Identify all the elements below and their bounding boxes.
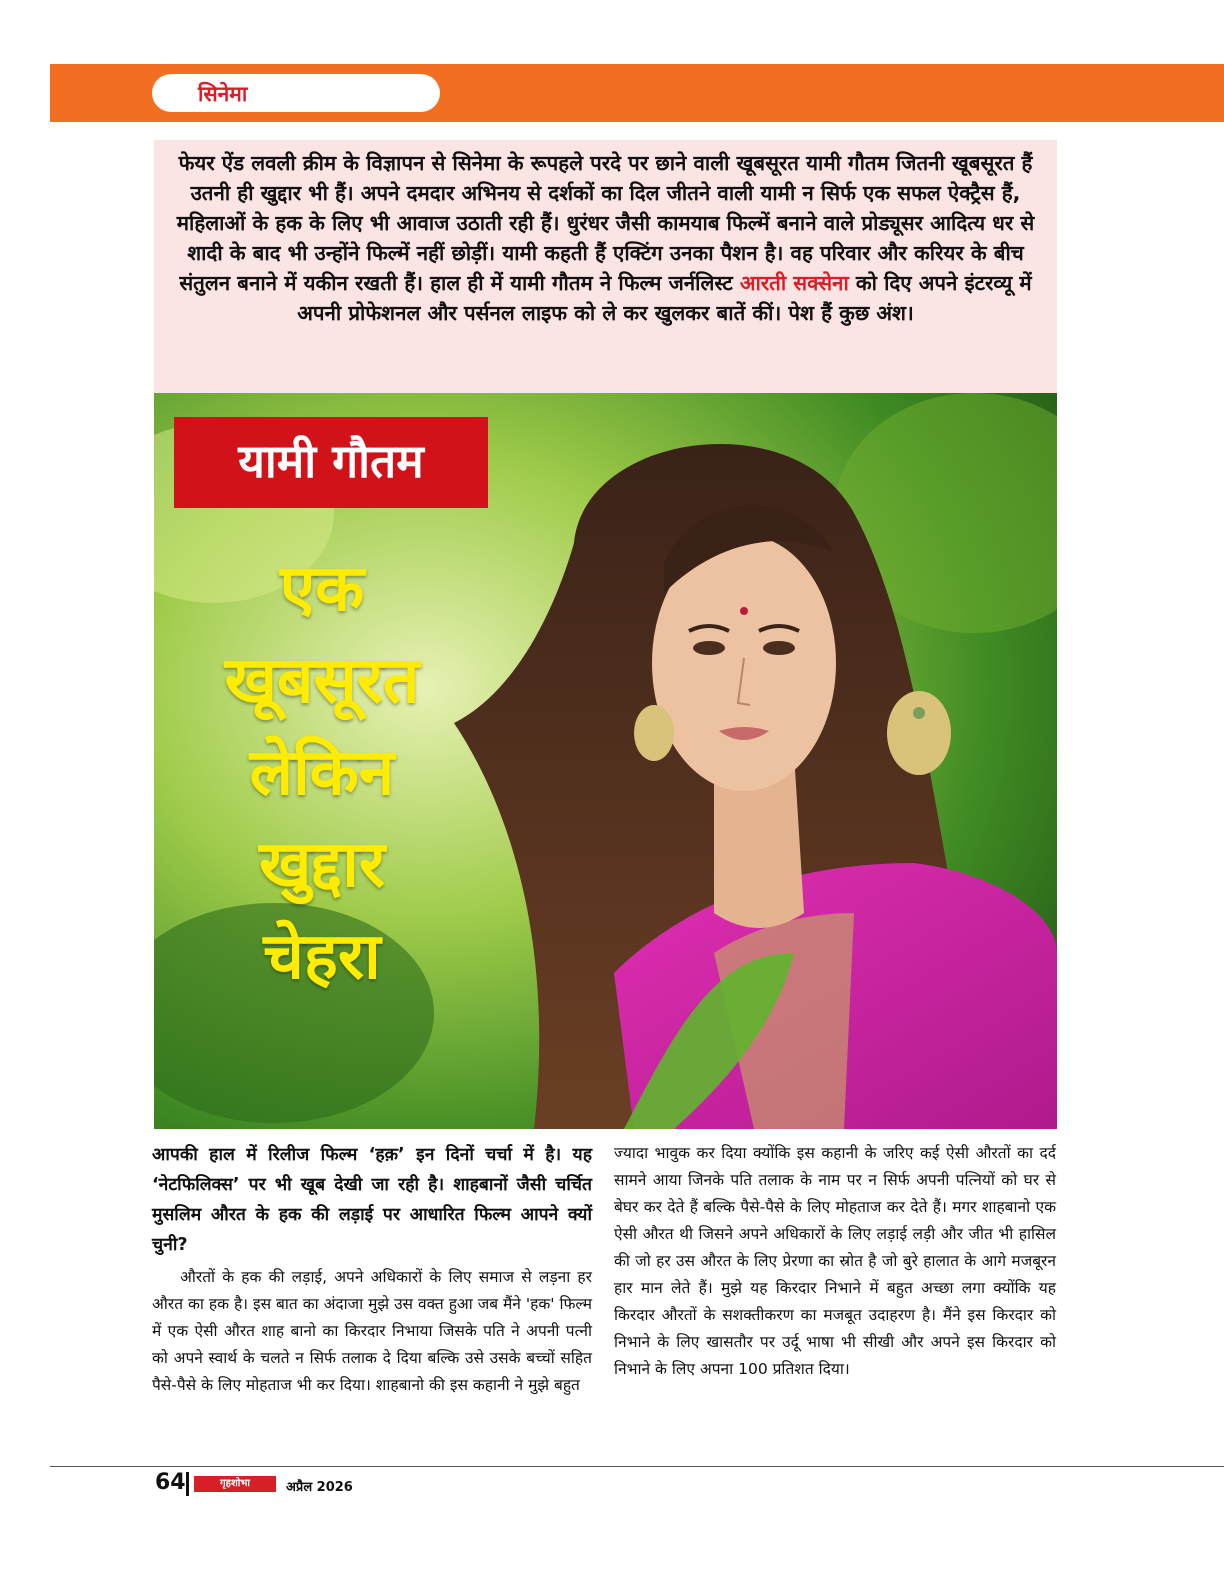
magazine-logo: गृहशोभा: [194, 1476, 276, 1492]
footer-separator: [186, 1472, 189, 1496]
headline-line: लेकिन: [249, 736, 395, 810]
celebrity-name: यामी गौतम: [174, 417, 488, 508]
author-name: आरती सक्सेना: [739, 271, 849, 295]
headline-line: खूबसूरत: [224, 644, 420, 718]
section-tag: [152, 74, 440, 112]
feature-headline: [172, 543, 472, 1003]
article-column-right: [614, 1140, 1056, 1383]
issue-date: अप्रैल 2026: [286, 1480, 353, 1495]
headline-line: एक: [279, 552, 365, 626]
section-label: सिनेमा: [198, 82, 248, 106]
footer-divider: [50, 1466, 1224, 1467]
intro-text-end: को दिए अपने इंटरव्यू में अपनी प्रोफेशनल और पर्सनल लाइफ को ले कर खुलकर बातें कीं। पेश हैं कुछ अंश।: [297, 271, 1032, 325]
article-column-left: [152, 1140, 592, 1399]
intro-box: [154, 140, 1057, 393]
headline-line: खुद्दार: [258, 828, 386, 902]
page-number: 64: [155, 1470, 186, 1495]
interview-question: आपकी हाल में रिलीज फिल्म ‘हक़’ इन दिनों चर्चा में है। यह ‘नेटफिलिक्स’ पर भी खूब देखी जा रही है। शाहबानों जैसी चर्चित मुसलिम औरत के हक की लड़ाई पर आधारित फिल्म आपने क्यों चुनी?: [152, 1145, 593, 1255]
interview-answer-continued: ज्यादा भावुक कर दिया क्योंकि इस कहानी के जरिए कई ऐसी औरतों का दर्द सामने आया जिनके पति तलाक के नाम पर न सिर्फ अपनी पत्नियों को घर से बेघर कर देते हैं बल्कि पैसे-पैसे के लिए मोहताज कर देते हैं। मगर शाहबानो एक ऐसी औरत थी जिसने अपने अधिकारों के लिए लड़ाई लड़ी और जीत भी हासिल की जो हर उस औरत के लिए प्रेरणा का स्रोत है जो बुरे हालात के आगे मजबूरन हार मान लेते हैं। मुझे यह किरदार निभाने में बहुत अच्छा लगा क्योंकि यह किरदार औरतों के सशक्तीकरण का मजबूत उदाहरण है। मैंने इस किरदार को निभाने के लिए खासतौर पर उर्दू भाषा भी सीखी और अपने इस किरदार को निभाने के लिए अपना 100 प्रतिशत दिया।: [614, 1144, 1056, 1378]
headline-line: चेहरा: [263, 920, 381, 994]
feature-photo: [154, 393, 1057, 1129]
interview-answer: औरतों के हक की लड़ाई, अपने अधिकारों के लिए समाज से लड़ना हर औरत का हक है। इस बात का अंदाजा मुझे उस वक्त हुआ जब मैंने 'हक' फिल्म में एक ऐसी औरत शाह बानो का किरदार निभाया जिसके पति ने अपनी पत्नी को अपने स्वार्थ के चलते न सिर्फ तलाक दे दिया बल्कि उसे उसके बच्चों सहित पैसे-पैसे के लिए मोहताज भी कर दिया। शाहबानो की इस कहानी ने मुझे बहुत: [152, 1268, 592, 1394]
intro-text: फेयर ऐंड लवली क्रीम के विज्ञापन से सिनेमा के रूपहले परदे पर छाने वाली खूबसूरत यामी गौतम जितनी खूबसूरत हैं उतनी ही खुद्दार भी हैं। अपने दमदार अभिनय से दर्शकों का दिल जीतने वाली यामी न सिर्फ एक सफल ऐक्ट्रैस हैं, महिलाओं के हक के लिए भी आवाज उठाती रही हैं। धुरंधर जैसी कामयाब फिल्में बनाने वाले प्रोड्यूसर आदित्य धर से शादी के बाद भी उन्होंने फिल्में नहीं छोड़ीं। यामी कहती हैं एक्टिंग उनका पैशन है। वह परिवार और करियर के बीच संतुलन बनाने में यकीन रखती हैं। हाल ही में यामी गौतम ने फिल्म जर्नलिस्ट: [176, 151, 1035, 295]
